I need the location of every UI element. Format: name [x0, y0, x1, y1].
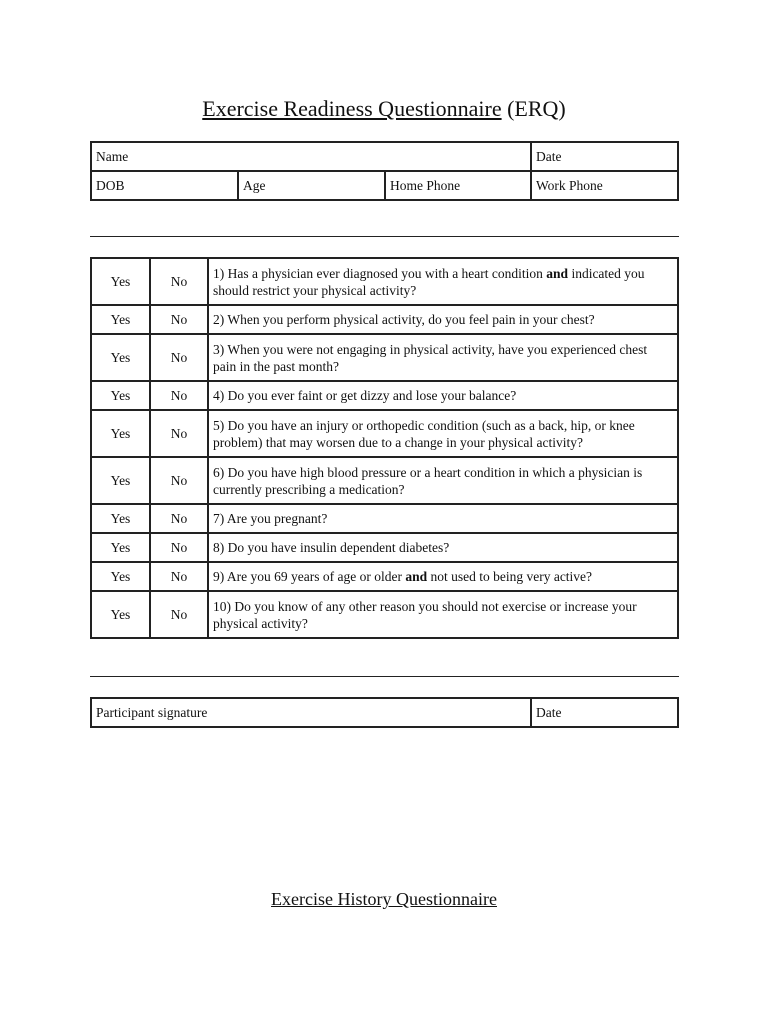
- age-label: Age: [243, 178, 266, 193]
- no-option[interactable]: No: [150, 305, 208, 334]
- question-text-part: indicated you should restrict your physical activity?: [213, 265, 645, 298]
- question-text: [208, 305, 678, 334]
- no-option[interactable]: No: [150, 533, 208, 562]
- question-row: [91, 457, 678, 504]
- yes-option[interactable]: Yes: [91, 591, 150, 638]
- yes-option[interactable]: Yes: [91, 305, 150, 334]
- question-text: [208, 457, 678, 504]
- signature-date-field[interactable]: [531, 698, 678, 727]
- work-phone-field[interactable]: [531, 171, 678, 200]
- question-text: [208, 410, 678, 457]
- question-text-part: 3) When you were not engaging in physical activity, have you experienced chest pain in the past month?: [213, 341, 648, 374]
- question-text-part: not used to being very active?: [427, 569, 593, 584]
- participant-signature-field[interactable]: [91, 698, 531, 727]
- no-option[interactable]: No: [150, 381, 208, 410]
- question-text-part: 7) Are you pregnant?: [213, 511, 328, 526]
- question-text-part: 6) Do you have high blood pressure or a heart condition in which a physician is currently prescribing a medication?: [213, 464, 643, 497]
- question-text: [208, 591, 678, 638]
- question-text: [208, 334, 678, 381]
- signature-table: [90, 697, 679, 728]
- question-row: [91, 305, 678, 334]
- work-phone-label: Work Phone: [536, 178, 603, 193]
- no-option[interactable]: No: [150, 258, 208, 305]
- yes-option[interactable]: Yes: [91, 381, 150, 410]
- question-row: [91, 562, 678, 591]
- question-row: [91, 381, 678, 410]
- no-option[interactable]: No: [150, 591, 208, 638]
- question-text-part: 9) Are you 69 years of age or older: [213, 569, 406, 584]
- title-main: Exercise Readiness Questionnaire: [202, 96, 502, 121]
- name-field[interactable]: [91, 142, 531, 171]
- yes-option[interactable]: Yes: [91, 562, 150, 591]
- question-text: [208, 562, 678, 591]
- date-field[interactable]: [531, 142, 678, 171]
- section-title-exercise-history: Exercise History Questionnaire: [271, 889, 497, 909]
- question-text: [208, 533, 678, 562]
- dob-field[interactable]: [91, 171, 238, 200]
- question-text-part: 10) Do you know of any other reason you should not exercise or increase your physical activity?: [213, 598, 637, 631]
- question-emphasis: and: [405, 569, 428, 584]
- no-option[interactable]: No: [150, 457, 208, 504]
- info-row-name: [91, 142, 678, 171]
- name-label: Name: [96, 149, 129, 164]
- home-phone-label: Home Phone: [390, 178, 461, 193]
- question-text: [208, 381, 678, 410]
- question-row: [91, 258, 678, 305]
- personal-info-table: [90, 141, 679, 201]
- question-row: [91, 591, 678, 638]
- question-text-part: 1) Has a physician ever diagnosed you with a heart condition: [213, 265, 547, 281]
- signature-row: [91, 698, 678, 727]
- yes-option[interactable]: Yes: [91, 258, 150, 305]
- question-text-part: 2) When you perform physical activity, do you feel pain in your chest?: [213, 312, 595, 327]
- yes-option[interactable]: Yes: [91, 533, 150, 562]
- no-option[interactable]: No: [150, 504, 208, 533]
- date-label: Date: [536, 149, 562, 164]
- age-field[interactable]: [238, 171, 385, 200]
- yes-option[interactable]: Yes: [91, 504, 150, 533]
- participant-signature-label: Participant signature: [96, 705, 208, 720]
- question-text-part: 4) Do you ever faint or get dizzy and lose your balance?: [213, 388, 517, 403]
- yes-option[interactable]: Yes: [91, 410, 150, 457]
- dob-label: DOB: [96, 178, 125, 193]
- home-phone-field[interactable]: [385, 171, 531, 200]
- question-text-part: 8) Do you have insulin dependent diabetes?: [213, 540, 450, 555]
- yes-option[interactable]: Yes: [91, 334, 150, 381]
- question-row: [91, 410, 678, 457]
- page-title: [0, 94, 768, 124]
- question-text: [208, 258, 678, 305]
- question-row: [91, 533, 678, 562]
- title-suffix: (ERQ): [507, 96, 566, 121]
- question-text-part: 5) Do you have an injury or orthopedic condition (such as a back, hip, or knee problem) that may worsen due to a change in your physical activity?: [213, 417, 635, 450]
- question-row: [91, 334, 678, 381]
- no-option[interactable]: No: [150, 334, 208, 381]
- no-option[interactable]: No: [150, 410, 208, 457]
- question-row: [91, 504, 678, 533]
- no-option[interactable]: No: [150, 562, 208, 591]
- questions-table: [90, 257, 679, 639]
- question-text: [208, 504, 678, 533]
- divider: [90, 236, 679, 237]
- yes-option[interactable]: Yes: [91, 457, 150, 504]
- divider: [90, 676, 679, 677]
- question-emphasis: and: [546, 265, 569, 281]
- info-row-details: [91, 171, 678, 200]
- signature-date-label: Date: [536, 705, 562, 720]
